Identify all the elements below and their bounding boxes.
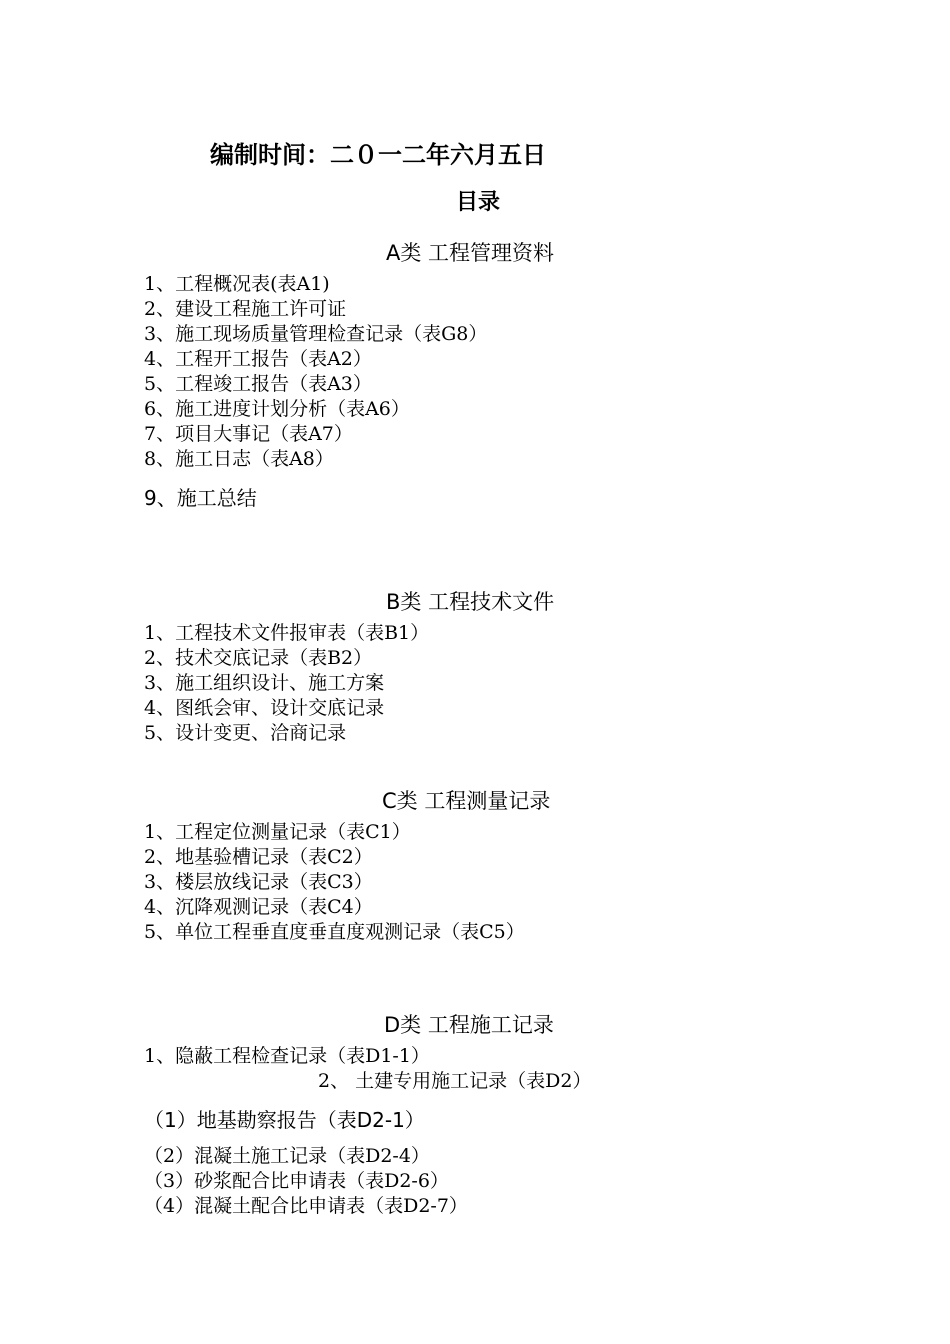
list-item: 4、沉降观测记录（表C4） xyxy=(144,896,373,918)
list-item: 1、工程概况表(表A1) xyxy=(144,273,330,295)
compile-date: 编制时间：二０一二年六月五日 xyxy=(210,141,546,169)
section-c-list xyxy=(144,820,525,945)
section-d-heading: D类 工程施工记录 xyxy=(384,1013,554,1037)
list-item: （2）混凝土施工记录（表D2-4） xyxy=(144,1145,430,1167)
list-item: 2、技术交底记录（表B2） xyxy=(144,647,373,669)
list-item: 5、设计变更、洽商记录 xyxy=(144,722,347,744)
list-item: （4）混凝土配合比申请表（表D2-7） xyxy=(144,1195,468,1217)
list-item: 2、地基验槽记录（表C2） xyxy=(144,846,373,868)
section-a-list xyxy=(144,272,487,472)
section-c-heading: C类 工程测量记录 xyxy=(382,789,551,813)
list-item: （3）砂浆配合比申请表（表D2-6） xyxy=(144,1170,449,1192)
list-item: 4、图纸会审、设计交底记录 xyxy=(144,697,385,719)
section-d-sublist xyxy=(144,1144,468,1219)
list-item: 2、 土建专用施工记录（表D2） xyxy=(318,1070,592,1092)
list-item: 1、隐蔽工程检查记录（表D1-1） xyxy=(144,1045,430,1067)
section-b-list xyxy=(144,621,429,746)
list-item: 1、工程技术文件报审表（表B1） xyxy=(144,622,430,644)
list-item: 3、楼层放线记录（表C3） xyxy=(144,871,373,893)
section-a-heading: A类 工程管理资料 xyxy=(386,241,555,265)
list-item: 9、施工总结 xyxy=(144,486,257,510)
list-item: 2、建设工程施工许可证 xyxy=(144,298,347,320)
list-item: 1、工程定位测量记录（表C1） xyxy=(144,821,411,843)
list-item: 7、项目大事记（表A7） xyxy=(144,423,353,445)
list-item: 8、施工日志（表A8） xyxy=(144,448,334,470)
list-item: 6、施工进度计划分析（表A6） xyxy=(144,398,410,420)
section-b-heading: B类 工程技术文件 xyxy=(386,590,555,614)
list-item: 4、工程开工报告（表A2） xyxy=(144,348,372,370)
list-item: （1）地基勘察报告（表D2-1） xyxy=(144,1108,425,1132)
list-item: 3、施工现场质量管理检查记录（表G8） xyxy=(144,323,488,345)
list-item: 3、施工组织设计、施工方案 xyxy=(144,672,385,694)
toc-title: 目录 xyxy=(456,190,501,215)
list-item: 5、单位工程垂直度垂直度观测记录（表C5） xyxy=(144,921,525,943)
list-item: 5、工程竣工报告（表A3） xyxy=(144,373,372,395)
